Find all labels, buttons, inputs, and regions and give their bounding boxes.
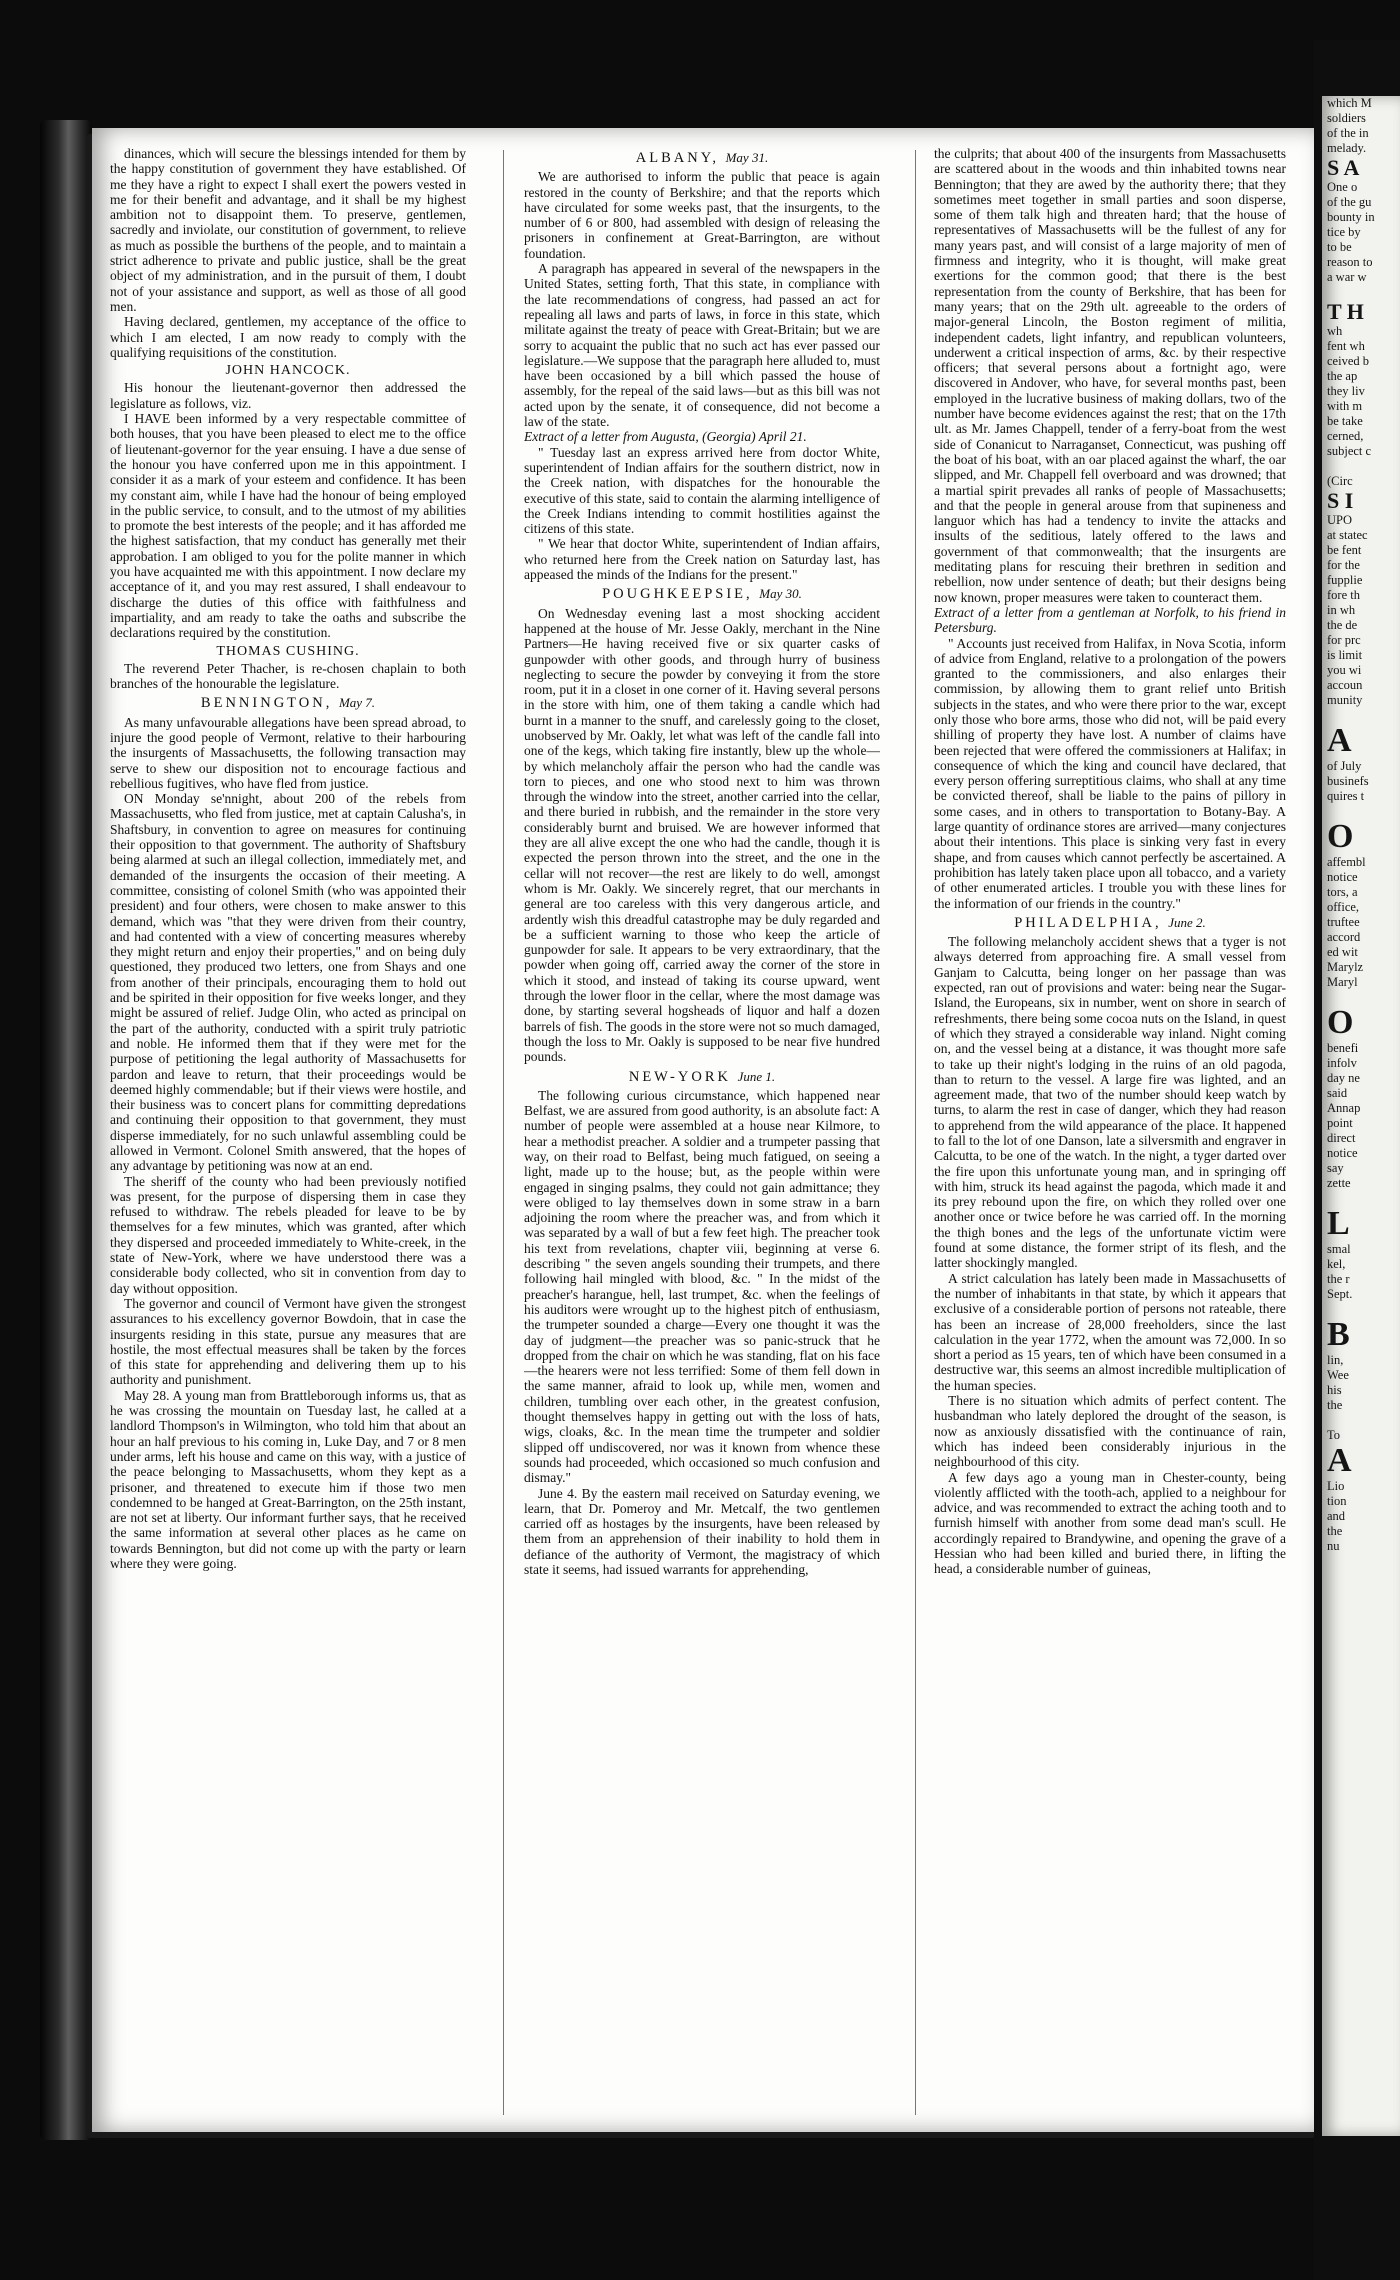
adjacent-page-line: munity [1327,693,1363,707]
adjacent-page-line: melady. [1327,141,1367,155]
adjacent-page-line: notice [1327,1146,1358,1160]
adjacent-page-line: the [1327,1398,1343,1412]
adjacent-page-line: the r [1327,1272,1350,1286]
adjacent-page-line: the ap [1327,369,1358,383]
article-paragraph: The sheriff of the county who had been previously notified was present, for the purpose of dispersing them in case they refused to withdraw. The rebels pleaded for leave to be by themselves for a few minutes, which was granted, after which they dispersed and proceeded immediately to White-creek, in the state of New-York, where we have understood there was a considerable body collected, who sit in convention from day to day without opposition. [110,1173,466,1296]
adjacent-page-line: nu [1327,1539,1340,1553]
adjacent-page-line: truftee [1327,915,1360,929]
adjacent-page-line: A [1327,1442,1352,1479]
adjacent-page-line: of the in [1327,126,1369,140]
article-paragraph: Having declared, gentlemen, my acceptance of the office to which I am elected, I am now ready to comply with the qualifying requisitions of the constitution. [110,314,466,360]
adjacent-page-line: at statec [1327,528,1368,542]
book-binding [40,120,92,2140]
adjacent-page-line: kel, [1327,1257,1346,1271]
article-paragraph: The reverend Peter Thacher, is re-chosen chaplain to both branches of the honourable the legislature. [110,660,466,692]
adjacent-page-line [1322,1302,1400,1317]
column-3 [934,146,1286,2131]
dateline-place: BENNINGTON, [200,695,333,712]
adjacent-page-line: affembl [1327,855,1366,869]
article-paragraph: On Wednesday evening last a most shocking accident happened at the house of Mr. Jesse Oakly, merchant in the Nine Partners—He having received five or six quarter casks of gunpowder with other goods, and through hurry of business neglecting to secure the powder by conveying it from the store room, put it in a closet in one corner of it. Having several persons in the store with him, one of them taking a candle which had burnt in a manner to the snuff, and carelessly going to the closet, unobserved by Mr. Oakly, let what was left of the candle fall into one of the kegs, which taking fire instantly, blew up the whole—by which melancholy affair the person who had the candle was torn to pieces, and one who stood next to him was thrown through the window into the street, another carried into the cellar, and there buried in rubbish, and the remainder in the store very considerably burnt and bruised. We are however informed that they are all alive except the one who had the candle, though it is expected the person thrown into the street, and the one in the cellar will not recover—the rest are likely to do well, amongst whom is Mr. Oakly. We sincerely regret, that our merchants in general are too careless with this very dangerous article, and ardently wish this dreadful catastrophe may be duly regarded and be a sufficient warning to those who keep the article of gunpowder for sale. It appears to be very extraordinary, that the powder when going off, carried away the corner of the store in which it stood, and instead of taking its course upward, went through the lower floor in the cellar, where the most damage was done, by starting several hogsheads of liquor and half a dozen barrels of fish. The goods in the store were not so much damaged, though the loss to Mr. Oakly is supposed to be near five hundred pounds. [524,605,880,1065]
article-paragraph: I HAVE been informed by a very respectable committee of both houses, that you have been pleased to elect me to the office of lieutenant-governor for the year ensuing. I have a due sense of the honour you have conferred upon me in this appointment. I consider it as a mark of your esteem and confidence. It has been my constant aim, while I have had the honour of being employed in the public service, to consult, and to the utmost of my abilities to promote the best interests of the people; and it has afforded me the highest satisfaction, that my conduct has generally met their approbation. I am obliged to you for the polite manner in which you have acquainted me with this appointment. I now declare my acceptance of it, and you may rest assured, I shall endeavour to discharge the duties of this office with faithfulness and impartiality, and am ready to take the oaths and subscribe the declarations required by the constitution. [110,411,466,641]
adjacent-page-line: lin, [1327,1353,1344,1367]
adjacent-page-line: ceived b [1327,354,1369,368]
article-paragraph: ON Monday se'nnight, about 200 of the rebels from Massachusetts, who fled from justice, met at captain Calusha's, in Shaftsbury, in convention to agree on measures for continuing their opposition to that government. The authority of Shaftsbury being alarmed at such an illegal collection, immediately met, and demanded of the insurgents the occasion of their meeting. A committee, consisting of colonel Smith (who was appointed their president) and four others, were chosen to make answer to this demand, which was "that they were driven from their country, and had contented with a view of concerting measures whereby they might return and enjoy their properties," and on being duly questioned, they produced two letters, one from Shays and one from another of their principals, encouraging them to hold out and be spirited in their opposition for five weeks longer, and they might be assured of relief. Judge Olin, who acted as principal on the part of the authority, conducted with a spirit truly patriotic and noble. He informed them that if they were met for the purpose of petitioning the legal authority of Massachusetts for pardon and leave to return, that their proceedings would be deemed highly commendable; but if their views were hostile, and their business was to concert plans for committing depredations and continuing their opposition to that government, they must disperse immediately, for no such unlawful assembling could be allowed in Vermont. Colonel Smith answered, that the hopes of any advantage by petitioning was now at an end. [110,791,466,1174]
article-paragraph: June 4. By the eastern mail received on Saturday evening, we learn, that Dr. Pomeroy and Mr. Metcalf, the two gentlemen carried off as hostages by the insurgents, have been released by them from an apprehension of their inability to hold them in defiance of the authority of Vermont, the magistracy of which state it seems, had issued warrants for apprehending, [524,1485,880,1578]
adjacent-page-line: office, [1327,900,1360,914]
dateline-heading [524,1069,880,1085]
adjacent-page-line: the [1327,1524,1343,1538]
adjacent-page-line: infolv [1327,1056,1357,1070]
adjacent-page-line: A [1327,722,1352,759]
adjacent-page-line: to be [1327,240,1352,254]
article-paragraph: " We hear that doctor White, superintendent of Indian affairs, who returned here from the Creek nation on Saturday last, has appeased the minds of the Indians for the present." [524,536,880,583]
adjacent-page-line: UPO [1327,513,1353,527]
dateline-heading [110,695,466,711]
adjacent-page-line: you wi [1327,663,1362,677]
signature: JOHN HANCOCK. [225,363,351,379]
adjacent-page-line: in wh [1327,603,1356,617]
article-paragraph: The following curious circumstance, which happened near Belfast, we are assured from good authority, is an absolute fact: A number of people were assembled at a house near Kilmore, to hear a methodist preacher. A soldier and a trumpeter passing that way, on their road to Belfast, being much fatigued, on seeing a light, made up to the house; but, as the people within were engaged in singing psalms, they could not gain admittance; they were obliged to lay themselves down in some straw in a barn adjoining the room where the preacher was, and from which it was separated by a wall of but a few feet high. The preacher took his text from revelations, chapter viii, beginning at verse 6. describing " the seven angels sounding their trumpets, and there following hail mingled with blood, &c. " In the midst of the preacher's harangue, hell, last trumpet, &c. when the feelings of his auditors were wrought up to the highest pitch of enthusiasm, the trumpeter sounded a charge—Every one thought it was the day of judgment—the preacher was so panic-struck that he dropped from the chair on which he was standing, flat on his face—the hearers were not less terrified: Some of them fell down in the same manner, afraid to look up, while men, women and children, tumbling over each other, in the greatest confusion, thought themselves happy in getting out with the loss of hats, wigs, cloaks, &c. In the mean time the trumpeter and soldier slipped off undiscovered, nor was it known from whence these sounds had proceeded, which occasioned so much confusion and dismay." [524,1087,880,1486]
adjacent-page-line: subject c [1327,444,1372,458]
adjacent-page-line: fupplie [1327,573,1363,587]
dateline-heading [524,150,880,166]
article-paragraph: There is no situation which admits of perfect content. The husbandman who lately deplored the drought of the season, is now as anxiously dissatisfied with the continuance of rain, which has indeed been considerably injurious in the neighbourhood of this city. [934,1393,1286,1470]
article-paragraph: A paragraph has appeared in several of the newspapers in the United States, setting forth, That this state, in compliance with the late recommendations of congress, had passed an act for repealing all laws and parts of laws, in force in this state, which militate against the treaty of peace with Great-Britain; but we are sorry to acquaint the public that no such act has ever passed our legislature.—We suppose that the paragraph here alluded to, must have been occasioned by a bill which passed the house of assembly, for the repeal of the said laws—but as this bill was not acted upon by the senate, it of consequence, did not become a law of the state. [524,261,880,430]
signature: THOMAS CUSHING. [216,643,360,659]
column-rule-1 [503,150,504,2115]
dateline-place: NEW-YORK [628,1068,731,1085]
dateline-place: ALBANY, [635,150,719,166]
extract-heading: Extract of a letter from a gentleman at Norfolk, to his friend in Petersburg. [934,604,1286,636]
article-paragraph: " Tuesday last an express arrived here from doctor White, superintendent of Indian affairs for the southern district, now in the Creek nation, with dispatches for the honourable the executive of this state, said to contain the alarming intelligence of the Creek Indians intending to commit hostilities against the citizens of this state. [524,444,880,537]
adjacent-page-line: soldiers [1327,111,1366,125]
adjacent-page-fragment [1322,96,1400,2136]
dateline-date: June 2. [1168,914,1206,930]
adjacent-page-line: accord [1327,930,1361,944]
adjacent-page-line [1322,990,1400,1005]
adjacent-page-line [1322,1191,1400,1206]
adjacent-page-line: B [1327,1316,1350,1353]
dateline-place: PHILADELPHIA, [1014,914,1162,931]
adjacent-page-line: zette [1327,1176,1351,1190]
article-paragraph: dinances, which will secure the blessings intended for them by the happy constitution of government they have established. Of me they have a right to expect I shall exert the powers vested in me for their benefit and advantage, and it shall be my highest ambition not to disappoint them. To preserve, gentlemen, sacredly and inviolate, our constitution of government, to relieve as much as possible the burthens of the people, and to maintain a strict adherence to private and public justice, shall be the great object of my administration, and in the pursuit of them, I doubt not of your assistance and support, as well as those of all good men. [110,146,466,314]
dateline-date: June 1. [737,1068,776,1084]
adjacent-page-line: Marylz [1327,960,1364,974]
adjacent-page-line: they liv [1327,384,1365,398]
adjacent-page-line: reason to [1327,255,1373,269]
adjacent-page-line: Wee [1327,1368,1349,1382]
adjacent-page-line: his [1327,1383,1342,1397]
extract-heading: Extract of a letter from Augusta, (Georgia) April 21. [524,429,807,445]
adjacent-page-line: benefi [1327,1041,1359,1055]
adjacent-page-line: To [1327,1428,1341,1442]
article-paragraph: the culprits; that about 400 of the insurgents from Massachusetts are scattered about in the woods and thin inhabited towns near Bennington; that they are awed by the authority there; that they sometimes meet together in small parties and soon disperse, some of them talk high and threaten hard; that the house of representatives of Massachusetts will be the fullest of any for many years past, and will consist of a large majority of men of firmness and integrity, who it is thought, will make great exertions for the common good; that there is the best representation from the county of Berkshire, that has been for many years; that on the 29th ult. agreeable to the orders of major-general Lincoln, the Boston regiment of militia, independent cadets, light infantry, and republican volunteers, underwent a critical inspection of arms, &c. by their respective officers; that several persons about a fortnight ago, were discovered in Andover, who have, for several months past, been employed in the lucrative business of making dollars, two of the number have become evidences against the rest; that on the 17th ult. as Mr. James Chappell, tender of a ferry-boat from the west side of Conanicut to Narraganset, Connecticut, was pushing off the boat of his boat, with an oar placed against the wharf, the oar slipped, and Mr. Chappell fell overboard and was drowned; that a martial spirit prevades all ranks of people of Massachusetts; and that the people in general arouse from that supineness and languor which has had a tendency to invite the attacks and insults of the seditious, lately offered to the laws and government of that commonwealth; that the insurgents are meditating plans for rescuing their brethren in sedition and rebellion, now under sentence of death; but their designs being now known, proper measures were taken to counteract them. [934,146,1286,605]
adjacent-page-line: the de [1327,618,1358,632]
adjacent-page-line: quires t [1327,789,1365,803]
article-paragraph: As many unfavourable allegations have been spread abroad, to injure the good people of Vermont, relative to their harbouring the insurgents of Massachusetts, the following transaction may serve to shew our disposition not to encourage factious and rebellious fugitives, who have fled from justice. [110,714,466,791]
adjacent-page-line: tion [1327,1494,1347,1508]
adjacent-page-line: said [1327,1086,1348,1100]
adjacent-page-line: wh [1327,324,1343,338]
newspaper-page [92,128,1314,2132]
adjacent-page-line: tors, a [1327,885,1358,899]
dateline-date: May 31. [725,150,769,165]
dateline-heading [524,586,880,602]
adjacent-page-line: of the gu [1327,195,1372,209]
article-paragraph: " Accounts just received from Halifax, in Nova Scotia, inform of advice from England, relative to a prolongation of the powers granted to the commissioners, and also enlarges their commission, by allowing them to grant relief unto British subjects in the states, and who were there prior to the war, except only those who bore arms, those who did not, will be paid every shilling of property they have lost. A number of claims have been rejected that were offered the commissioners at Halifax; in consequence of which the king and council have declared, that every person offering surreptitious claims, who shall at any time be convicted thereof, shall be liable to the pains of pillory in some cases, and in others to transportation to Botany-Bay. A large quantity of ordinance stores are arrived—many conjectures about their intentions. This place is sinking very fast in every shape, and from causes which cannot perfectly be ascertained. A prohibition has lately taken place upon all tobacco, and a variety of other enumerated articles. I trouble you with these lines for the information of our friends in the country." [934,635,1286,911]
adjacent-page-line: smal [1327,1242,1351,1256]
dateline-date: May 30. [759,586,802,602]
adjacent-page-line [1322,459,1400,474]
adjacent-page-line: One o [1327,180,1358,194]
adjacent-page-line: S I [1327,488,1354,513]
article-paragraph: A few days ago a young man in Chester-county, being violently afflicted with the tooth-ach, applied to a neighbour for advice, and was recommended to extract the aching tooth and to furnish himself with another from some dead man's scull. He accordingly repaired to Brandywine, and opening the grave of a Hessian who had been killed and buried there, in lifting the head, a considerable number of guineas, [934,1469,1286,1577]
adjacent-page-line: L [1327,1205,1350,1242]
adjacent-page-line: accoun [1327,678,1363,692]
adjacent-page-line: O [1327,818,1354,855]
article-paragraph: We are authorised to inform the public that peace is again restored in the county of Berkshire; and that the reports which have circulated for some weeks past, that the insurgents, to the number of 6 or 800, had assembled with design of releasing the prisoners in confinement at Great-Barrington, are without foundation. [524,169,880,261]
adjacent-page-line: with m [1327,399,1363,413]
adjacent-page-line [1322,285,1400,300]
adjacent-page-line: be take [1327,414,1363,428]
adjacent-page-line: day ne [1327,1071,1360,1085]
adjacent-page-line [1322,804,1400,819]
adjacent-page-line: O [1327,1004,1354,1041]
adjacent-page-line: and [1327,1509,1346,1523]
adjacent-page-line: Maryl [1327,975,1358,989]
adjacent-page-line: S A [1327,155,1360,180]
adjacent-page-line: direct [1327,1131,1356,1145]
dateline-place: POUGHKEEPSIE, [602,586,753,603]
adjacent-page-line: say [1327,1161,1344,1175]
adjacent-page-line: T H [1327,299,1364,324]
dateline-date: May 7. [338,695,376,711]
article-paragraph: His honour the lieutenant-governor then addressed the legislature as follows, viz. [110,380,466,411]
article-paragraph: The governor and council of Vermont have given the strongest assurances to his excellency governor Bowdoin, that in case the insurgents residing in this state, pursue any measures that are hostile, the most effectual measures shall be taken by the forces of this state for apprehending and delivering them up to his authority and punishment. [110,1295,466,1388]
adjacent-page-line: be fent [1327,543,1362,557]
adjacent-page-line: ed wit [1327,945,1358,959]
adjacent-page-line: (Circ [1327,474,1353,488]
adjacent-page-line: fent wh [1327,339,1365,353]
adjacent-page-line [1322,708,1400,723]
column-1 [110,146,466,2131]
adjacent-page-line: Sept. [1327,1287,1353,1301]
adjacent-page-line: is limit [1327,648,1363,662]
adjacent-page-line: of July [1327,759,1362,773]
column-rule-2 [915,150,916,2115]
adjacent-page-line: tice by [1327,225,1361,239]
adjacent-page-line: for the [1327,558,1360,572]
adjacent-page-line: businefs [1327,774,1369,788]
article-paragraph: May 28. A young man from Brattleborough informs us, that as he was crossing the mountain on Tuesday last, he called at a landlord Thompson's in Wilmington, who told him that about an hour an half previous to his coming in, Luke Day, and 7 or 8 men under arms, left his house and came on this way, with a justice of the peace belonging to Massachusetts, whom they kept as a prisoner, and threatened to execute him if those two men condemned to be hanged at Great-Barrington, on the 25th instant, are not set at liberty. Our informant further says, that he received the same information at several other places as he came on towards Bennington, but did not come up with the party or learn where they were going. [110,1387,466,1572]
adjacent-page-line: for prc [1327,633,1361,647]
column-2 [524,146,880,2131]
adjacent-page-line: Lio [1327,1479,1345,1493]
dateline-heading [934,915,1286,931]
adjacent-page-line [1322,1413,1400,1428]
adjacent-page-line: fore th [1327,588,1360,602]
adjacent-page-line: notice [1327,870,1358,884]
article-paragraph: A strict calculation has lately been made in Massachusetts of the number of inhabitants in that state, by which it appears that exclusive of a considerable portion of persons not rateable, there has been an increase of 28,000 freeholders, since the last calculation in the year 1772, when the amount was 72,000. In so short a period as 15 years, ten of which have been consumed in a destructive war, this seems an almost incredible multiplication of the human species. [934,1270,1286,1393]
adjacent-page-line: which M [1327,96,1372,110]
adjacent-page-line: bounty in [1327,210,1375,224]
article-paragraph: The following melancholy accident shews that a tyger is not always deterred from approaching fire. A small vessel from Ganjam to Calcutta, being longer on her passage than was expected, ran out of provisions and water: being near the Sugar-Island, the Europeans, six in number, went on shore in search of refreshments, there being some cocoa nuts on the Island, in quest of which they strayed a considerable way inland. Night coming on, and the vessel being at a distance, it was thought more safe to take up their night's lodging in the ruins of an old pagoda, than to return to the vessel. A large fire was lighted, and an agreement made, that two of the number should keep watch by turns, to alarm the rest in case of danger, which they had reason to apprehend from the wild appearance of the place. It happened to fall to the lot of one Danson, late a silversmith and engraver in Calcutta, to be one of the watch. In the night, a tyger darted over the fire upon this unfortunate young man, and in springing off with him, struck its head against the pagoda, which made it and its prey rebound upon the fire, on which they rolled over one another once or twice before he was carried off. In the morning the thigh bones and the legs of the unfortunate victim were found at some distance, the former stript of its flesh, and the latter shockingly mangled. [934,934,1286,1271]
adjacent-page-line: Annap [1327,1101,1361,1115]
adjacent-page-line: cerned, [1327,429,1364,443]
adjacent-page-line: a war w [1327,270,1367,284]
adjacent-page-line: point [1327,1116,1353,1130]
